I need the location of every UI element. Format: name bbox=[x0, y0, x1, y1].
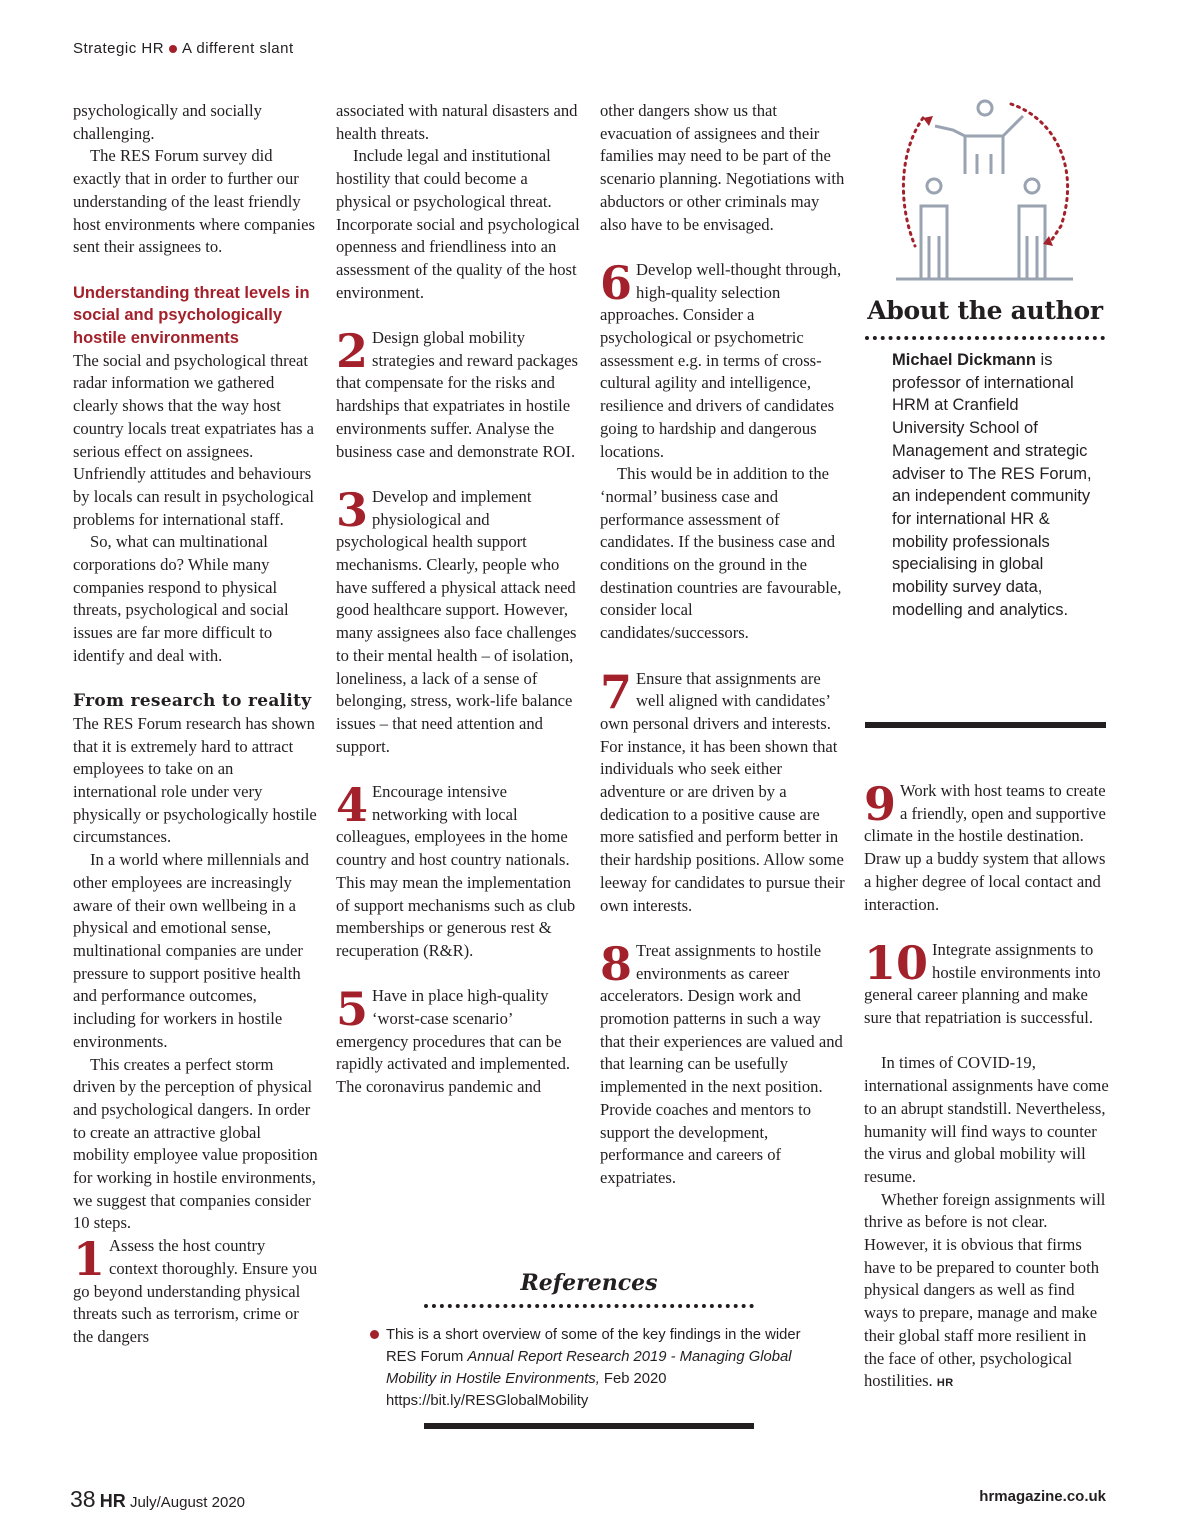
step-number: 1 bbox=[73, 1232, 106, 1287]
bullet-dot-icon bbox=[370, 1330, 379, 1339]
step-number: 6 bbox=[600, 255, 633, 310]
author-heading: About the author bbox=[867, 296, 1103, 325]
step-number: 5 bbox=[336, 982, 369, 1037]
ref-title: Annual Report Research 2019 - Managing Global Mobility in Hostile Environments, bbox=[386, 1349, 792, 1387]
step-number: 10 bbox=[864, 935, 929, 990]
column-4 bbox=[864, 777, 1109, 1395]
column-3 bbox=[600, 100, 845, 1190]
paragraph: The RES Forum survey did exactly that in order to further our understanding of the least friendly host environments where companies sent their assignees to. bbox=[73, 146, 315, 257]
step-text: Develop well-thought through, high-quality selection approaches. Consider a psychological or psychometric assessment e.g. in terms of cross-cultural agility and intelligence, resilience and drivers of candidates going to hardship and dangerous locations. bbox=[600, 259, 842, 461]
page-number: 38 bbox=[70, 1486, 96, 1512]
step-number: 4 bbox=[336, 778, 369, 833]
paragraph: The RES Forum research has shown that it is extremely hard to attract employees to take on an international role under very physically or psychologically hostile circumstances. bbox=[73, 713, 317, 847]
subheading: Understanding threat levels in social and psychologically hostile environments bbox=[73, 283, 310, 348]
footer-issue: July/August 2020 bbox=[129, 1494, 246, 1511]
author-name: Michael Dickmann bbox=[892, 351, 1036, 369]
paragraph: In times of COVID-19, international assignments have come to an abrupt standstill. Nevertheless, humanity will find ways to counter the virus and global mobility will resume. bbox=[864, 1053, 1109, 1186]
paragraph: So, what can multinational corporations do? While many companies respond to physical threats, psychological and social issues are far more difficult to identify and deal with. bbox=[73, 532, 289, 665]
ref-text: This is a short overview of some of the key findings in the wider RES Forum bbox=[386, 1327, 801, 1365]
dotted-divider bbox=[865, 336, 1105, 340]
paragraph-text: Whether foreign assignments will thrive as before is not clear. However, it is obvious that firms have to be prepared to counter both physical dangers as well as find ways to prepare, manage and make their global staff more resilient in the face of other, psychological hostilities. bbox=[864, 1189, 1106, 1391]
paragraph: Include legal and institutional hostility that could become a physical or psychological threat. Incorporate social and psychological openness and friendliness into an assessment of the quality of the host environment. bbox=[336, 146, 580, 302]
people-pyramid-illustration bbox=[893, 96, 1083, 286]
step-8 bbox=[600, 936, 845, 1190]
step-text: Ensure that assignments are well aligned with candidates’ own personal drivers and interests. For instance, it has been shown that individuals who seek either adventure or are driven by a dedication to a positive cause are more satisfied and perform better in their hardship positions. Allow some leeway for candidates to pursue their own interests. bbox=[600, 668, 845, 915]
footer-brand: HR bbox=[99, 1491, 126, 1511]
bullet-dot-icon bbox=[169, 45, 177, 53]
references-heading: References bbox=[520, 1270, 658, 1296]
subheading: From research to reality bbox=[73, 691, 312, 712]
footer-left bbox=[70, 1486, 245, 1513]
step-text: Treat assignments to hostile environments as career accelerators. Design work and promotion patterns in such a way that their experiences are valued and that learning can be usefully implemented in the next position. Provide coaches and mentors to support the development, performance and careers of expatriates. bbox=[600, 940, 843, 1187]
column-2 bbox=[336, 100, 581, 1099]
step-text: Work with host teams to create a friendly, open and supportive climate in the hostile destination. Draw up a buddy system that allows a higher degree of local contact and interaction. bbox=[864, 781, 1106, 914]
paragraph: This creates a perfect storm driven by the perception of physical and psychological dangers. In order to create an attractive global mobility employee value proposition for working in hostile environments, we suggest that companies consider 10 steps. bbox=[73, 1054, 318, 1233]
step-5 bbox=[336, 982, 581, 1099]
step-text: Assess the host country context thoroughly. Ensure you go beyond understanding physical threats such as terrorism, crime or the dangers bbox=[73, 1236, 318, 1346]
dotted-divider bbox=[424, 1304, 754, 1308]
step-7 bbox=[600, 664, 845, 918]
step-text: Develop and implement physiological and psychological health support mechanisms. Clearly, people who have suffered a physical attack need good healthcare support. However, many assignees also face challenges to their mental health – of isolation, loneliness, a lack of a sense of belonging, stress, work-life balance issues – that need attention and support. bbox=[336, 486, 577, 756]
step-4 bbox=[336, 778, 581, 963]
step-number: 7 bbox=[600, 664, 633, 719]
column-1 bbox=[73, 100, 318, 1349]
end-mark: HR bbox=[936, 1377, 954, 1390]
paragraph: This would be in addition to the ‘normal’ business case and performance assessment of candidates. If the business case and conditions on the ground in the destination countries are favourable, consider local candidates/successors. bbox=[600, 464, 842, 643]
paragraph: The social and psychological threat radar information we gathered clearly shows that the way host country locals treat expatriates has a serious effect on assignees. Unfriendly attitudes and behaviours by locals can result in psychological problems for international staff. bbox=[73, 350, 315, 529]
step-3 bbox=[336, 482, 581, 758]
step-10 bbox=[864, 935, 1109, 1030]
step-6 bbox=[600, 255, 845, 463]
step-text: Design global mobility strategies and reward packages that compensate for the risks and hardships that expatriates in hostile environments suffer. Analyse the business case and demonstrate ROI. bbox=[336, 328, 578, 461]
paragraph: other dangers show us that evacuation of assignees and their families may need to be part of the scenario planning. Negotiations with abductors or other criminals may also have to be envisaged. bbox=[600, 101, 845, 234]
author-bio-text: is professor of international HRM at Cranfield University School of Management and strategic adviser to The RES Forum, an independent community for international HR & mobility professionals specialising in global mobility survey data, modelling and analytics. bbox=[892, 351, 1092, 619]
footer-site[interactable]: hrmagazine.co.uk bbox=[979, 1488, 1106, 1505]
paragraph: In a world where millennials and other employees are increasingly aware of their own wellbeing in a physical and emotional sense, multinational companies are under pressure to support positive health and performance outcomes, including for workers in hostile environments. bbox=[73, 850, 309, 1051]
step-9 bbox=[864, 777, 1109, 916]
author-bio bbox=[892, 349, 1092, 621]
step-number: 2 bbox=[336, 324, 369, 379]
step-text: Integrate assignments to hostile environments into general career planning and make sure that repatriation is successful. bbox=[864, 939, 1101, 1028]
paragraph: associated with natural disasters and health threats. bbox=[336, 101, 578, 143]
step-text: Encourage intensive networking with local colleagues, employees in the home country and host country nationals. This may mean the implementation of support mechanisms such as club memberships or generous rest & recuperation (R&R). bbox=[336, 782, 576, 960]
references-text bbox=[386, 1324, 806, 1412]
author-box-rule bbox=[865, 722, 1106, 728]
step-number: 3 bbox=[336, 482, 369, 537]
paragraph bbox=[864, 1189, 1109, 1395]
step-number: 9 bbox=[864, 777, 897, 831]
step-2 bbox=[336, 324, 581, 463]
step-1 bbox=[73, 1232, 318, 1349]
section-label: Strategic HR bbox=[73, 40, 165, 57]
running-head bbox=[73, 40, 294, 57]
paragraph: psychologically and socially challenging. bbox=[73, 101, 262, 143]
ref-link[interactable]: Feb 2020 https://bit.ly/RESGlobalMobility bbox=[386, 1371, 667, 1409]
step-text: Have in place high-quality ‘worst-case scenario’ emergency procedures that can be rapidly activated and implemented. The coronavirus pandemic and bbox=[336, 986, 571, 1097]
references-rule bbox=[424, 1423, 754, 1429]
section-tagline: A different slant bbox=[182, 40, 294, 57]
step-number: 8 bbox=[600, 936, 633, 991]
